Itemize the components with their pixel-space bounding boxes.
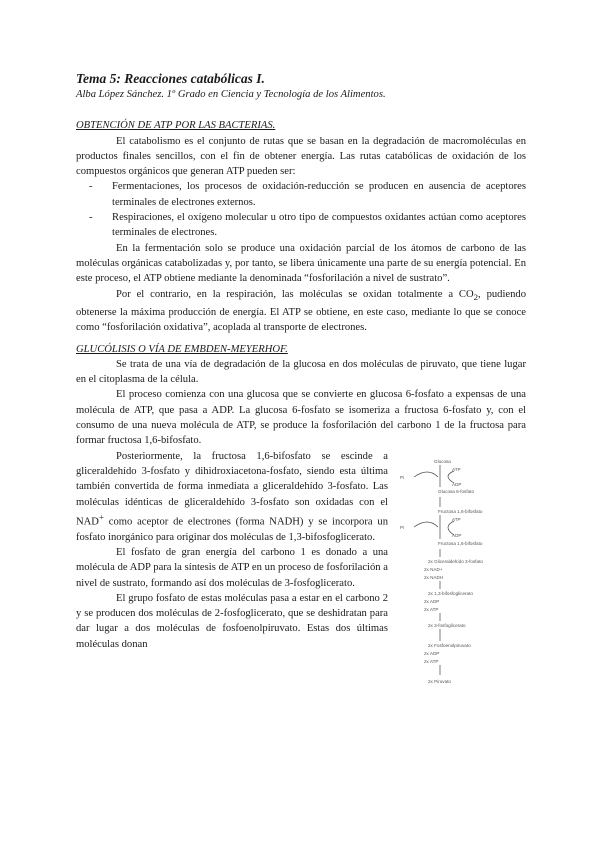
diagram-label: 2x 3-fosfoglicerato [428,622,466,628]
page-subtitle: Alba López Sánchez. 1º Grado en Ciencia y Tecnología de los Alimentos. [76,89,386,100]
diagram-label: ATP [452,466,461,472]
diagram-curve [414,522,438,527]
paragraph [76,287,526,336]
document-page [76,70,526,684]
section-heading-glucolisis: GLUCÓLISIS O VÍA DE EMBDEN-MEYERHOF. [76,343,288,355]
paragraph: El grupo fosfato de estas moléculas pasa a estar en el carbono 2 y se producen dos moléculas de 2-fosfoglicerato, que se deshidratan para dar lugar a dos moléculas de fosfoenolpiruvato. Estas dos últimas moléculas donan [76,592,388,650]
text-run: Por el contrario, en la respiración, las moléculas se oxidan totalmente a CO [116,288,474,300]
diagram-label: ADP [452,481,462,487]
text-run: como aceptor de electrones (forma NADH) y se incorpora un fosfato inorgánico para originar dos moléculas de 1,3-bifosfoglicerato. [76,516,388,543]
paragraph: El fosfato de gran energía del carbono 1 es donado a una molécula de ADP para la síntesis de ATP en un proceso de fosforilación a nivel de sustrato, formando así dos moléculas de 3-fosfoglicerato. [76,546,388,589]
text-run: Posteriormente, la fructosa 1,6-bifosfato se escinde a gliceraldehído 3-fosfato y dihidroxiacetona-fosfato, siendo esta última también convertida de forma inmediata a gliceraldehído 3-fosfato. Las moléculas idénticas de gliceraldehído 3-fosfato son oxidadas con el NAD [76,450,388,528]
diagram-label: Glucosa 6-fosfato [438,488,475,494]
paragraph: En la fermentación solo se produce una oxidación parcial de los átomos de carbono de las moléculas orgánicas catabolizadas y, por tanto, se libera únicamente una parte de su energía potencial. En este proceso, el ATP obtiene mediante la denominada “fosforilación a nivel de sustrato”. [76,242,526,285]
diagram-label: ADP [452,532,462,538]
paragraph: El catabolismo es el conjunto de rutas que se basan en la degradación de macromoléculas en productos finales sencillos, con el fin de obtener energía. Las rutas catabólicas de oxidación de los compuestos orgánicos que generan ATP pueden ser: [76,135,526,178]
diagram-label: 2x NADH [424,574,444,580]
paragraph [76,449,388,545]
diagram-label: Fructosa 1,6-bifosfato [438,508,483,514]
diagram-label: 2x ATP [424,606,439,612]
diagram-label: 2x Gliceraldehído 3-fosfato [428,558,483,564]
list-item: - Respiraciones, el oxígeno molecular u otro tipo de compuestos oxidantes actúan como aceptores terminales de electrones. [76,210,526,241]
bullet-list [76,179,526,240]
diagram-label: 2x ATP [424,658,439,664]
diagram-label: 2x Piruvato [428,678,451,684]
diagram-label: 2x NAD+ [424,566,443,572]
diagram-label: 2x ADP [424,650,440,656]
diagram-label: Pi [400,524,405,530]
diagram-label: ATP [452,516,461,522]
diagram-label: Fructosa 1,6-bifosfato [438,540,483,546]
subscript: 2 [473,291,479,302]
diagram-curve [414,472,438,477]
superscript: + [98,511,104,522]
left-column [76,449,388,652]
list-item: - Fermentaciones, los procesos de oxidación-reducción se producen en ausencia de aceptores terminales de electrones externos. [76,179,526,210]
diagram-label: 2x ADP [424,598,440,604]
diagram-label: 2x 1,3-bifosfoglicerato [428,590,473,596]
paragraph: Se trata de una vía de degradación de la glucosa en dos moléculas de piruvato, que tiene lugar en el citoplasma de la célula. [76,358,526,386]
glycolysis-diagram [394,457,526,687]
section-heading-atp: OBTENCIÓN DE ATP POR LAS BACTERIAS. [76,120,276,132]
diagram-label: Glucosa [434,458,451,464]
page-title: Tema 5: Reacciones catabólicas I. [76,71,265,86]
text-run: , pudiendo obtenerse la máxima producción de energía. El ATP se obtiene, en este caso, mediante lo que se conoce como “fosforilación oxidativa”, acoplada al transporte de electrones. [76,288,526,334]
paragraph: El proceso comienza con una glucosa que se convierte en glucosa 6-fosfato a expensas de una molécula de ATP, que pasa a ADP. La glucosa 6-fosfato se isomeriza a fructosa 6-fosfato y, con el consumo de una nueva molécula de ATP, se produce la fosforilación del carbono 1 de la fructosa para formar fructosa 1,6-bifosfato. [76,389,526,447]
diagram-label: 2x Fosfoenolpiruvato [428,642,471,648]
text-with-figure [76,449,526,684]
diagram-label: Pi [400,474,405,480]
